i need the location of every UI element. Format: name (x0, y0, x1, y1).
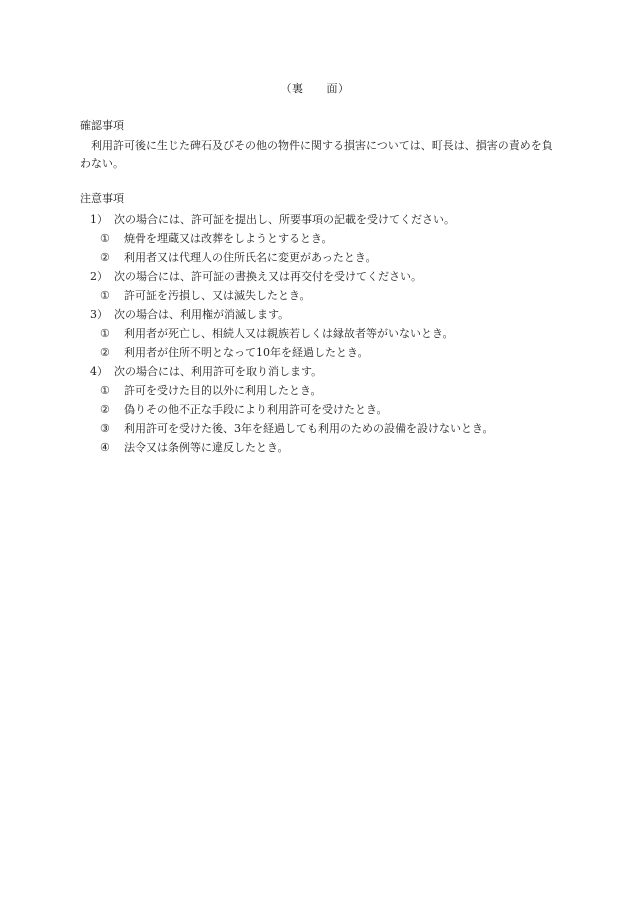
note-sub-number: ① (100, 326, 110, 340)
note-sub-item (80, 438, 556, 457)
note-sub-text: 法令又は条例等に違反したとき。 (124, 440, 289, 454)
note-sub-item (80, 248, 556, 267)
confirmation-section (80, 118, 556, 172)
note-sub-item (80, 419, 556, 438)
notes-heading: 注意事項 (80, 192, 124, 205)
note-sub-text: 焼骨を埋蔵又は改葬をしようとするとき。 (124, 231, 333, 245)
note-item-number: 2） (90, 269, 108, 283)
note-sub-number: ④ (100, 440, 110, 454)
note-sub-list (80, 381, 556, 457)
note-sub-item (80, 229, 556, 248)
note-sub-number: ② (100, 345, 110, 359)
note-sub-text: 利用許可を受けた後、3年を経過しても利用のための設備を設けないとき。 (124, 421, 494, 435)
note-sub-text: 許可を受けた目的以外に利用したとき。 (124, 383, 322, 397)
note-sub-number: ③ (100, 421, 110, 435)
note-sub-item (80, 324, 556, 343)
note-item-number: 3） (90, 307, 108, 321)
page-title: （裏 面） (280, 82, 350, 95)
note-sub-item (80, 381, 556, 400)
note-sub-number: ② (100, 250, 110, 264)
confirmation-body: 利用許可後に生じた碑石及びその他の物件に関する損害については、町長は、損害の責めを負わない。 (80, 138, 553, 170)
note-sub-list (80, 229, 556, 267)
note-item (80, 362, 556, 457)
note-item-text: 次の場合は、利用権が消滅します。 (114, 307, 290, 321)
note-sub-number: ① (100, 383, 110, 397)
note-sub-list (80, 286, 556, 305)
confirmation-heading: 確認事項 (80, 119, 124, 132)
note-sub-number: ② (100, 402, 110, 416)
note-sub-item (80, 286, 556, 305)
note-item-text: 次の場合には、許可証を提出し、所要事項の記載を受けてください。 (114, 212, 455, 226)
note-item (80, 305, 556, 362)
note-item (80, 267, 556, 305)
note-sub-text: 利用者が死亡し、相続人又は親族若しくは縁故者等がいないとき。 (124, 326, 454, 340)
note-item-number: 1） (90, 212, 108, 226)
note-item-text: 次の場合には、利用許可を取り消します。 (114, 364, 323, 378)
note-sub-text: 利用者が住所不明となって10年を経過したとき。 (124, 345, 369, 359)
note-sub-number: ① (100, 288, 110, 302)
note-sub-list (80, 324, 556, 362)
note-sub-text: 許可証を汚損し、又は滅失したとき。 (124, 288, 311, 302)
note-item-text: 次の場合には、許可証の書換え又は再交付を受けてください。 (114, 269, 422, 283)
note-item-number: 4） (90, 364, 108, 378)
note-sub-item (80, 400, 556, 419)
note-item (80, 210, 556, 267)
note-sub-number: ① (100, 231, 110, 245)
notes-section (80, 191, 556, 457)
note-sub-item (80, 343, 556, 362)
note-sub-text: 利用者又は代理人の住所氏名に変更があったとき。 (124, 250, 377, 264)
note-sub-text: 偽りその他不正な手段により利用許可を受けたとき。 (124, 402, 388, 416)
